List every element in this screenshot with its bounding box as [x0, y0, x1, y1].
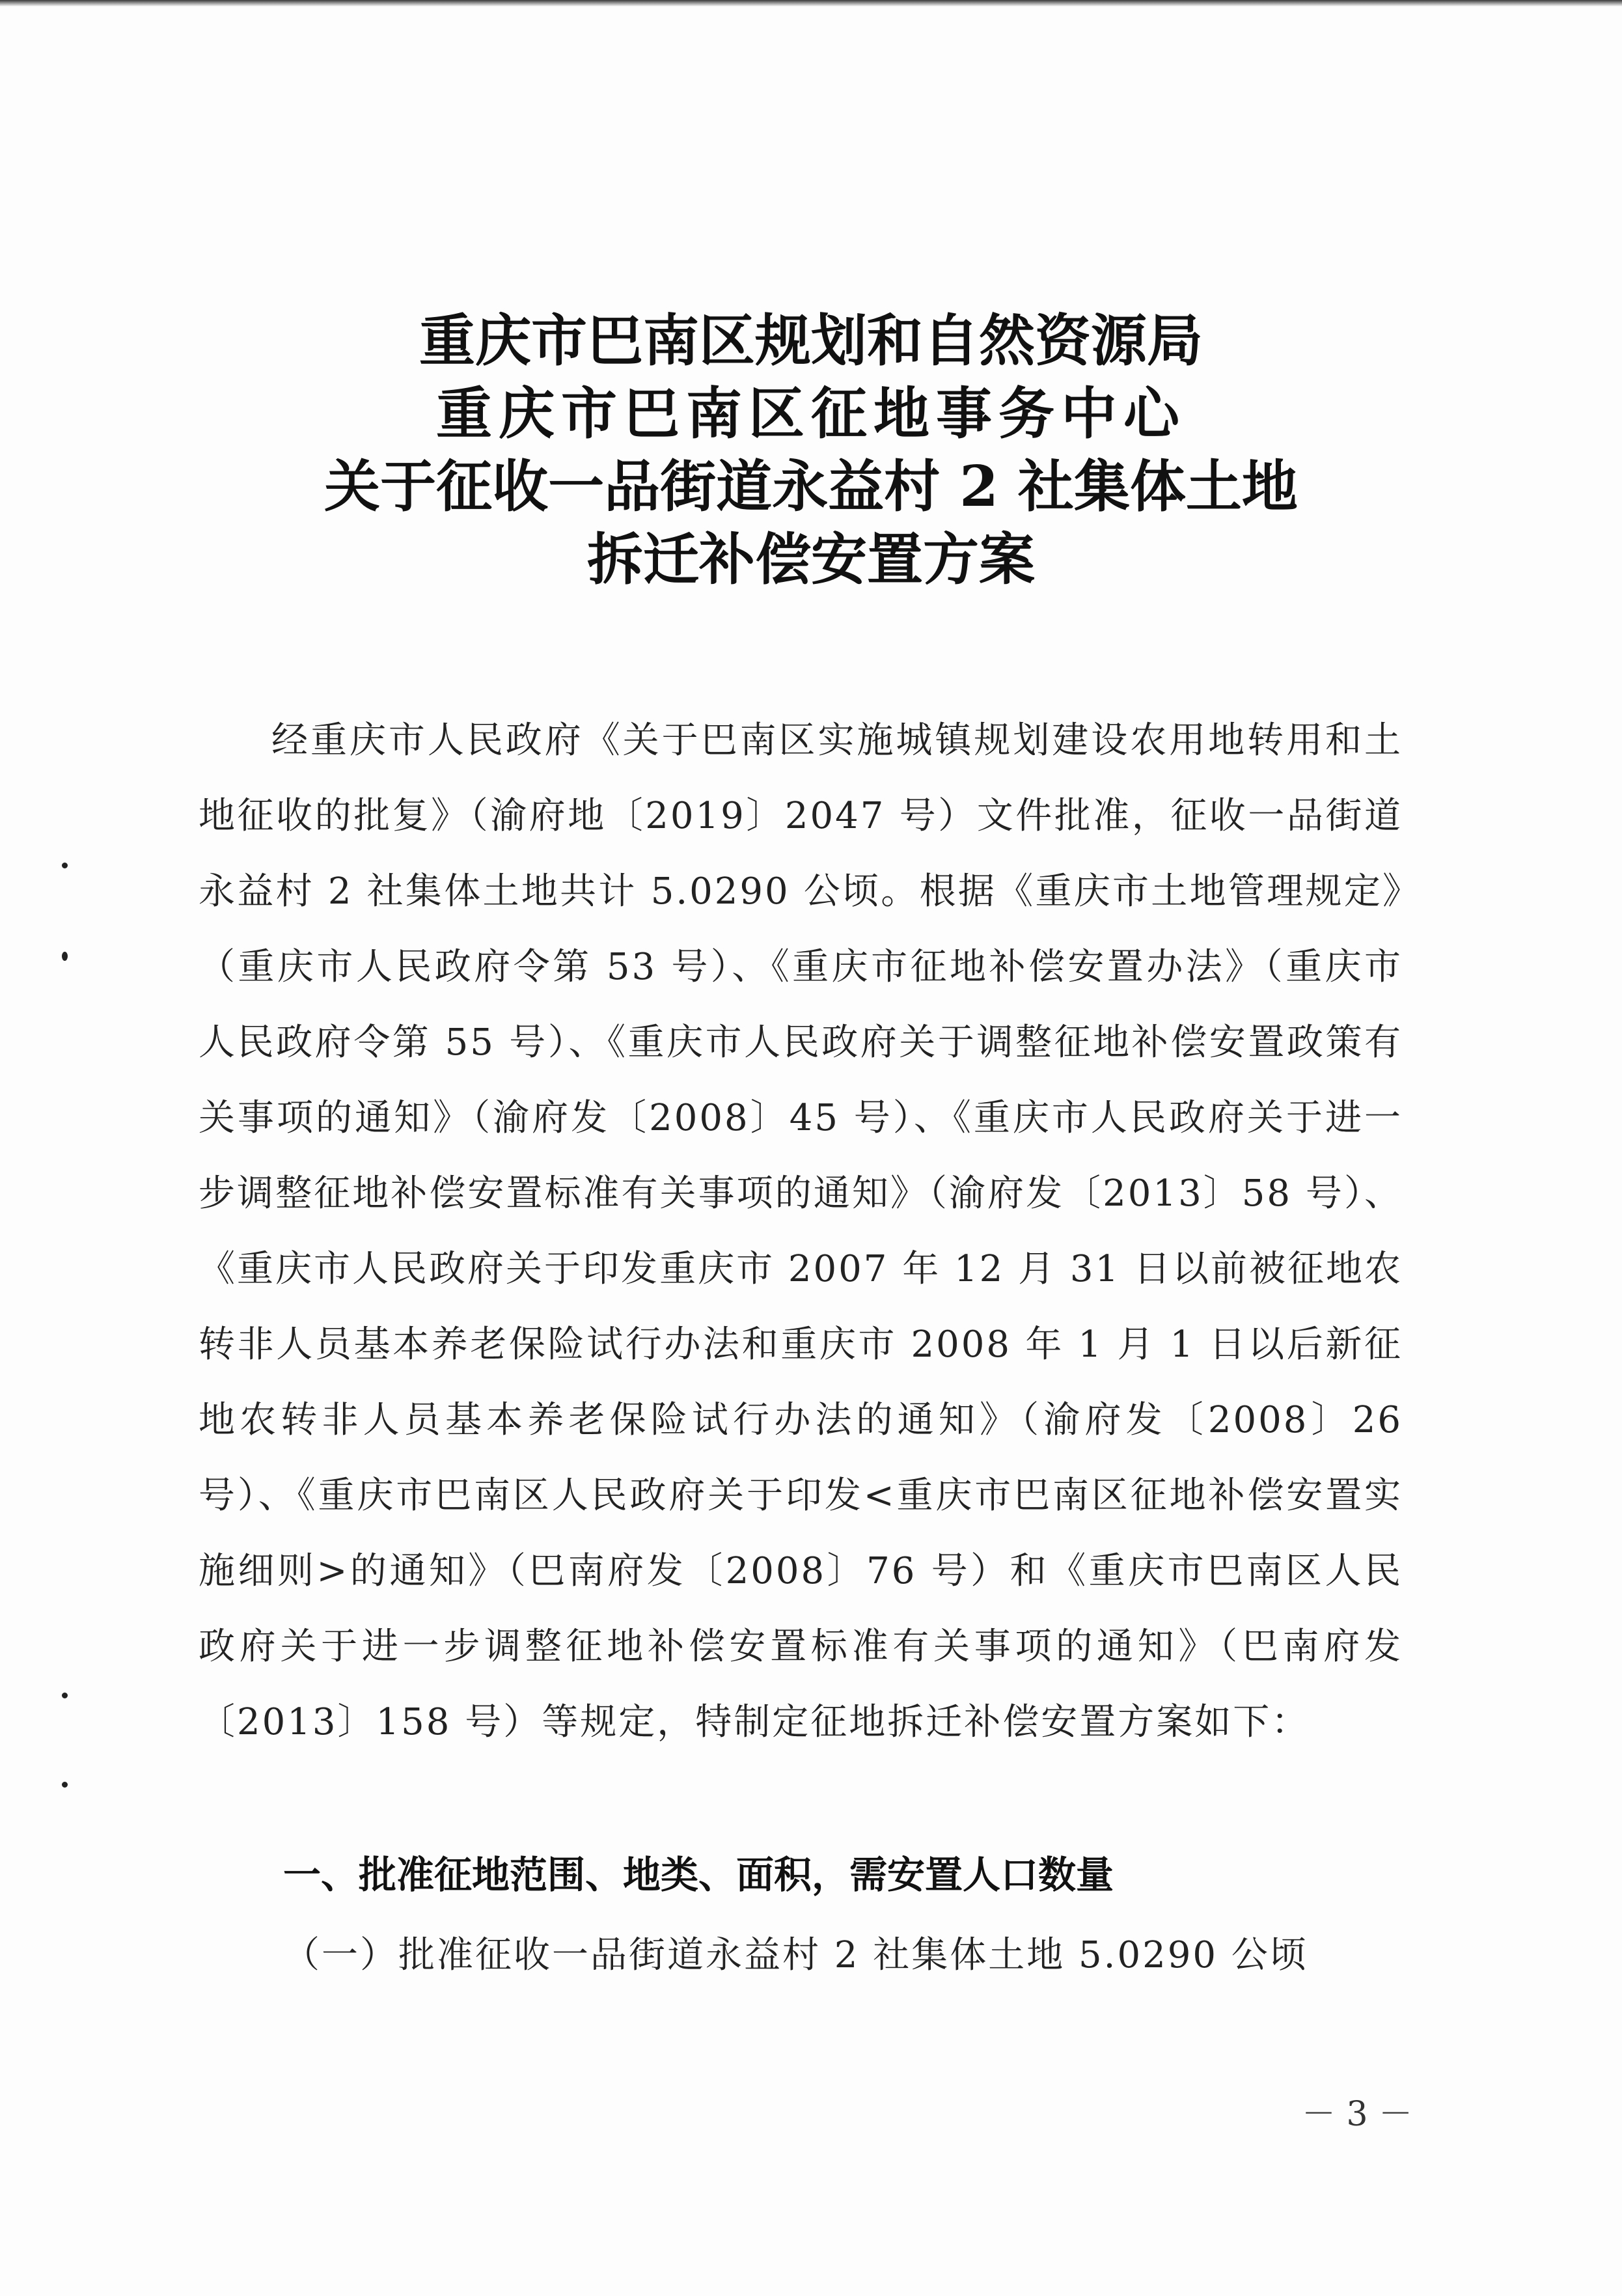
- binding-hole-mark: [62, 952, 68, 961]
- binding-hole-mark: [62, 1782, 68, 1788]
- title-line-3: 关于征收一品街道永益村 2 社集体土地: [324, 454, 1298, 519]
- subsection-paragraph: （一）批准征收一品街道永益村 2 社集体土地 5.0290 公顷: [283, 1934, 1308, 1976]
- binding-hole-mark: [62, 863, 68, 868]
- title-line-1: 重庆市巴南区规划和自然资源局: [419, 308, 1203, 374]
- section-heading: 一、批准征地范围、地类、面积，需安置人口数量: [283, 1853, 1114, 1897]
- title-line-2: 重庆市巴南区征地事务中心: [436, 381, 1186, 447]
- scan-top-edge: [0, 0, 1622, 7]
- page-number: － 3 －: [1302, 2095, 1413, 2134]
- body-text: [199, 703, 1403, 1760]
- document-title: [0, 305, 1622, 596]
- binding-hole-mark: [62, 1693, 68, 1698]
- intro-paragraph: 经重庆市人民政府《关于巴南区实施城镇规划建设农用地转用和土地征收的批复》（渝府地〔2019〕2047 号）文件批准，征收一品街道永益村 2 社集体土地共计 5.0290 公顷。根据《重庆市土地管理规定》（重庆市人民政府令第 53 号）、《重庆市征地补偿安置办法》（重庆市人民政府令第 55 号）、《重庆市人民政府关于调整征地补偿安置政策有关事项的通知》（渝府发〔2008〕45 号）、《重庆市人民政府关于进一步调整征地补偿安置标准有关事项的通知》（渝府发〔2013〕58 号）、《重庆市人民政府关于印发重庆市 2007 年 12 月 31 日以前被征地农转非人员基本养老保险试行办法和重庆市 2008 年 1 月 1 日以后新征地农转非人员基本养老保险试行办法的通知》（渝府发〔2008〕26 号）、《重庆市巴南区人民政府关于印发<重庆市巴南区征地补偿安置实施细则>的通知》（巴南府发〔2008〕76 号）和《重庆市巴南区人民政府关于进一步调整征地补偿安置标准有关事项的通知》（巴南府发〔2013〕158 号）等规定，特制定征地拆迁补偿安置方案如下：: [199, 719, 1403, 1743]
- title-line-4: 拆迁补偿安置方案: [587, 527, 1035, 592]
